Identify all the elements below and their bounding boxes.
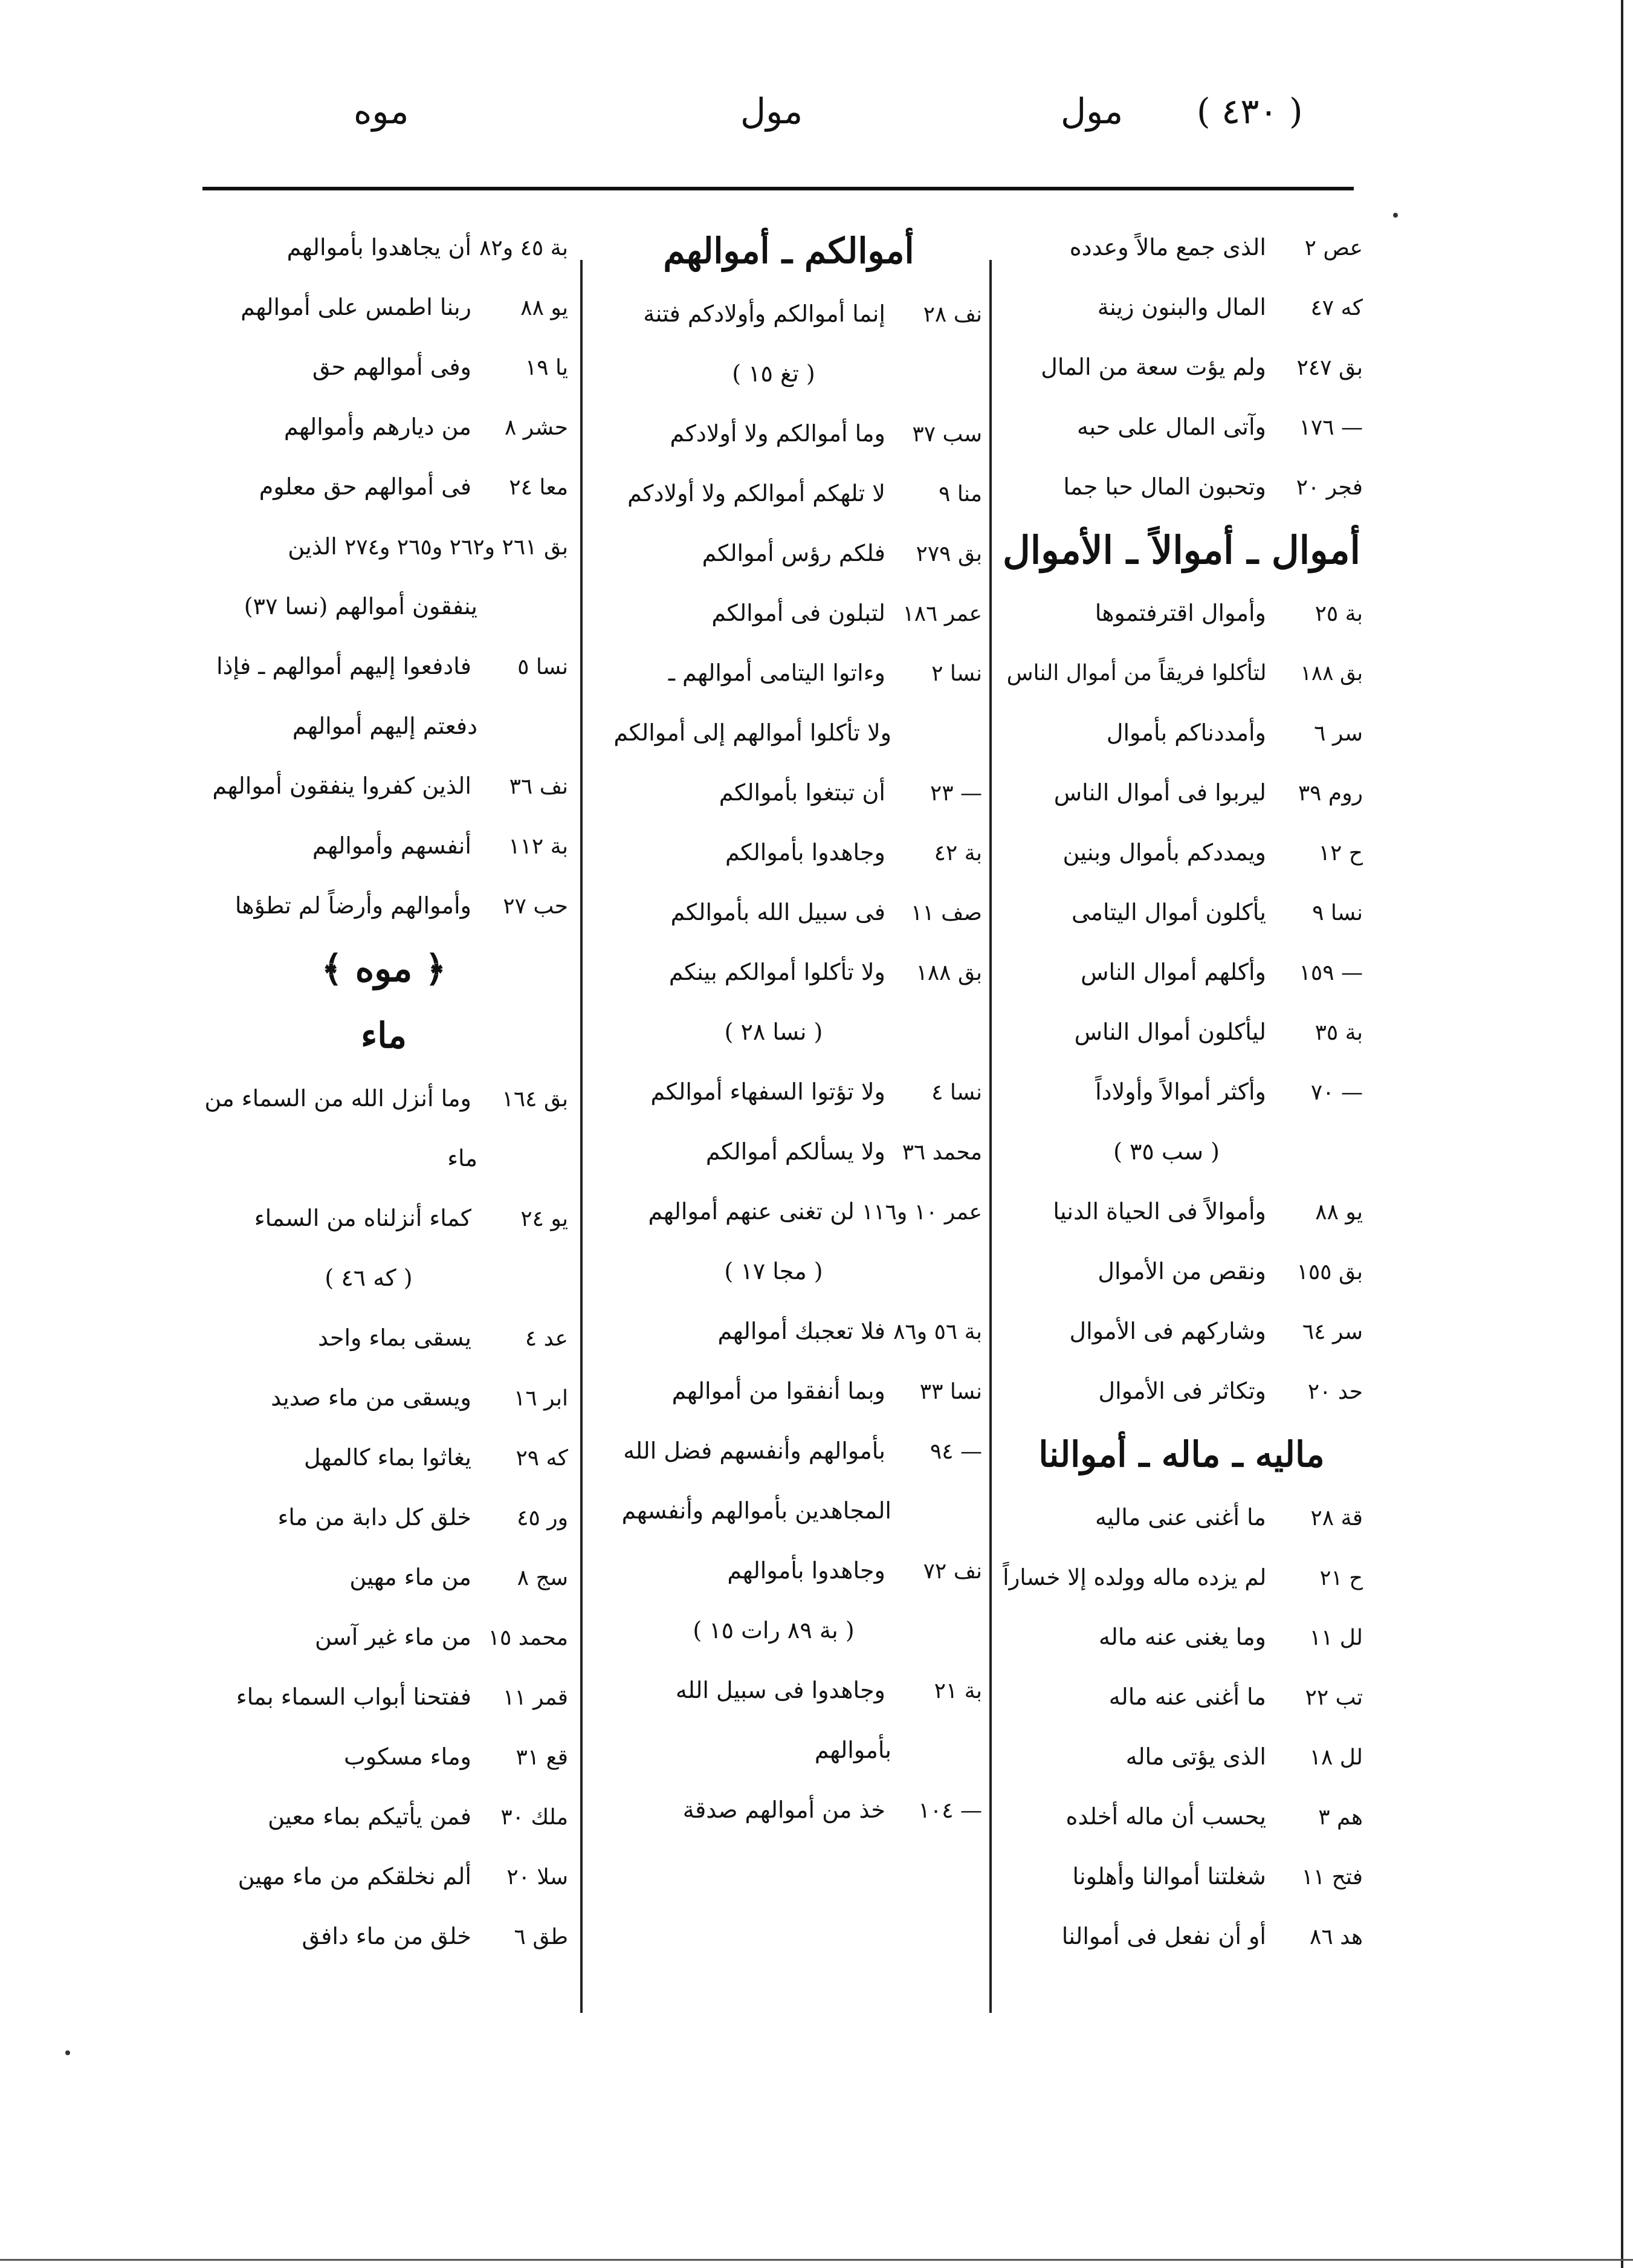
entry-row: [1000, 218, 1363, 277]
verse-reference: سر ٦٤: [1302, 1320, 1363, 1344]
verse-text: ألم نخلقكم من ماء مهين: [238, 1863, 471, 1890]
verse-reference: ور ٤٥: [517, 1506, 568, 1531]
verse-text: شغلتنا أموالنا وأهلونا: [1072, 1863, 1266, 1890]
entry-row: [595, 1122, 982, 1182]
verse-reference: — ١٧٦: [1299, 415, 1363, 440]
verse-reference: يو ٨٨: [520, 296, 568, 320]
entry-row: [1000, 1787, 1363, 1847]
verse-reference: بة ٢١: [934, 1679, 982, 1703]
verse-text: وآتى المال على حبه: [1076, 413, 1266, 440]
entry-row: [199, 1069, 568, 1129]
speck-mark: [65, 2050, 70, 2055]
entry-row: [595, 1421, 982, 1481]
verse-text: وماء مسكوب: [344, 1743, 471, 1770]
verse-reference: فتح ١١: [1301, 1865, 1363, 1890]
entry-heading: ماء: [360, 1015, 407, 1056]
entry-continuation: ( تغ ١٥ ): [732, 360, 815, 387]
verse-text: وما أموالكم ولا أولادكم: [670, 420, 885, 447]
verse-reference: روم ٣٩: [1298, 781, 1363, 806]
verse-text: ففتحنا أبواب السماء بماء: [236, 1683, 471, 1710]
entry-row: [1000, 703, 1363, 763]
entry-continuation: ( كه ٤٦ ): [325, 1265, 413, 1291]
verse-text: ونقص من الأموال: [1098, 1258, 1266, 1285]
entry-row: [1000, 1002, 1363, 1062]
entry-continuation: المجاهدين بأموالهم وأنفسهم: [621, 1497, 891, 1524]
verse-text: لتبلون فى أموالكم: [711, 600, 885, 626]
verse-text: وتحبون المال حبا جما: [1063, 473, 1266, 500]
verse-reference: عمر ١٨٦: [902, 601, 982, 626]
entry-row: [595, 583, 982, 643]
verse-reference: يو ٨٨: [1315, 1200, 1363, 1225]
entry-row: [199, 1727, 568, 1787]
verse-reference: تب ٢٢: [1305, 1685, 1363, 1710]
entry-row: [199, 637, 568, 696]
verse-text: وشاركهم فى الأموال: [1069, 1318, 1266, 1344]
verse-reference: — ١٠٤: [918, 1798, 982, 1823]
entry-row: [1000, 583, 1363, 643]
column-right: [1000, 218, 1363, 1966]
verse-text: فى أموالهم حق معلوم: [259, 473, 471, 500]
entry-row: [595, 823, 982, 883]
verse-text: خذ من أموالهم صدقة: [682, 1797, 885, 1823]
verse-text: خلق كل دابة من ماء: [277, 1504, 471, 1531]
verse-text: وأمددناكم بأموال: [1106, 719, 1266, 746]
verse-text: ما أغنى عنى ماليه: [1095, 1504, 1266, 1531]
verse-text: فلكم رؤس أموالكم: [702, 540, 885, 566]
entry-continuation: ينفقون أموالهم (نسا ٣٧): [244, 593, 477, 620]
verse-text: ولا يسألكم أموالكم: [705, 1138, 885, 1165]
verse-reference: حشر ٨: [504, 415, 568, 440]
verse-reference: — ١٥٩: [1299, 961, 1363, 985]
entry-row: [199, 1787, 568, 1847]
verse-text: الذى جمع مالاً وعدده: [1069, 234, 1266, 261]
verse-reference: بق ٢٦١ و٢٦٢ و٢٦٥ و٢٧٤: [344, 535, 568, 560]
verse-reference: — ٢٣: [930, 781, 982, 806]
entry-row: [199, 1547, 568, 1607]
entry-row: [595, 1780, 982, 1840]
verse-reference: كه ٤٧: [1310, 296, 1363, 320]
verse-reference: — ٩٤: [930, 1439, 982, 1464]
entry-row: [595, 942, 982, 1002]
page-number: ( ٤٣٠ ): [1197, 91, 1303, 132]
verse-reference: بة ٥٦ و٨٦: [893, 1320, 982, 1344]
entry-row: [199, 277, 568, 337]
verse-reference: صف ١١: [911, 901, 982, 925]
column-middle: [595, 218, 982, 1840]
verse-reference: معا ٢٤: [509, 475, 568, 500]
verse-reference: طق ٦: [514, 1925, 568, 1949]
entry-row: [1000, 1727, 1363, 1787]
entry-row: [595, 404, 982, 464]
verse-text: لن تغنى عنهم أموالهم: [648, 1198, 855, 1225]
entry-row: [199, 457, 568, 517]
entry-continuation: ( سب ٣٥ ): [1113, 1138, 1220, 1165]
entry-row: [199, 1308, 568, 1368]
header-rule: [202, 187, 1354, 190]
verse-text: ما أغنى عنه ماله: [1108, 1683, 1266, 1710]
entry-row: [1000, 1242, 1363, 1301]
entry-continuation: بأموالهم: [814, 1737, 891, 1763]
verse-text: المال والبنون زينة: [1097, 294, 1266, 320]
verse-text: ويمددكم بأموال وبنين: [1062, 839, 1266, 866]
verse-reference: هم ٣: [1318, 1805, 1363, 1830]
entry-row: [1000, 1182, 1363, 1242]
verse-reference: حد ٢٠: [1307, 1379, 1363, 1404]
verse-reference: يو ٢٤: [520, 1207, 568, 1231]
verse-reference: لل ١٨: [1309, 1745, 1363, 1770]
entry-row: [199, 218, 568, 277]
verse-text: الذى يؤتى ماله: [1125, 1743, 1266, 1770]
entry-row: [595, 883, 982, 942]
verse-text: وأموال اقترفتموها: [1095, 600, 1266, 626]
verse-reference: نسا ٥: [517, 655, 568, 679]
column-left: [199, 218, 568, 1966]
entry-row: [199, 1188, 568, 1248]
entry-row: [1000, 942, 1363, 1002]
verse-text: فمن يأتيكم بماء معين: [268, 1803, 471, 1830]
verse-reference: نسا ٣٣: [919, 1379, 982, 1404]
entry-heading: أموالكم ـ أموالهم: [663, 230, 914, 271]
entry-row: [199, 756, 568, 816]
verse-text: يغاثوا بماء كالمهل: [303, 1444, 471, 1471]
verse-reference: بق ١٥٥: [1296, 1260, 1363, 1285]
verse-reference: نف ٣٦: [509, 774, 568, 799]
verse-reference: قع ٣١: [516, 1745, 568, 1770]
entry-row: [1000, 1907, 1363, 1966]
verse-reference: ابر ١٦: [514, 1386, 568, 1411]
verse-text: وفى أموالهم حق: [312, 354, 471, 380]
verse-text: لا تلهكم أموالكم ولا أولادكم: [627, 480, 885, 507]
entry-heading: أموال ـ أموالاً ـ الأموال: [1003, 528, 1360, 572]
verse-reference: هد ٨٦: [1310, 1925, 1363, 1949]
verse-reference: محمد ٣٦: [902, 1140, 982, 1165]
verse-reference: نسا ٢: [931, 661, 982, 686]
entry-row: [199, 816, 568, 876]
entry-row: [199, 1428, 568, 1488]
verse-text: ولم يؤت سعة من المال: [1041, 354, 1266, 380]
verse-text: لم يزده ماله وولده إلا خساراً: [1003, 1564, 1267, 1590]
verse-text: وجاهدوا بأموالهم: [727, 1557, 885, 1584]
entry-row: [1000, 1847, 1363, 1907]
entry-continuation: ماء: [447, 1145, 477, 1171]
verse-reference: حب ٢٧: [503, 894, 568, 919]
verse-text: خلق من ماء دافق: [302, 1923, 471, 1949]
entry-row: [595, 1541, 982, 1601]
verse-reference: سر ٦: [1314, 721, 1363, 746]
entry-row: [595, 523, 982, 583]
entry-row: [1000, 1361, 1363, 1421]
entry-row: [1000, 763, 1363, 823]
verse-reference: بق ١٨٨: [1300, 661, 1363, 685]
verse-text: وأموالاً فى الحياة الدنيا: [1053, 1198, 1266, 1225]
verse-reference: عمر ١٠ و١١٦: [861, 1200, 982, 1225]
entry-row: [199, 517, 568, 577]
verse-text: فى سبيل الله بأموالكم: [670, 899, 885, 925]
entry-row: [595, 1062, 982, 1122]
entry-row: [1000, 457, 1363, 517]
verse-text: وتكاثر فى الأموال: [1098, 1378, 1266, 1404]
verse-text: ويسقى من ماء صديد: [271, 1384, 471, 1411]
entry-row: [199, 1907, 568, 1966]
entry-row: [595, 464, 982, 523]
verse-reference: محمد ١٥: [488, 1625, 568, 1650]
verse-text: الذين كفروا ينفقون أموالهم: [212, 773, 471, 799]
verse-reference: بة ٢٥: [1314, 601, 1363, 626]
verse-reference: بق ١٦٤: [502, 1087, 568, 1112]
verse-reference: بة ٣٥: [1314, 1020, 1363, 1045]
verse-reference: سج ٨: [517, 1566, 568, 1590]
verse-reference: بق ٢٤٧: [1296, 355, 1363, 380]
entry-row: [1000, 1547, 1363, 1607]
entry-row: [199, 876, 568, 936]
entry-row: [199, 1368, 568, 1428]
verse-text: بأموالهم وأنفسهم فضل الله: [623, 1437, 885, 1464]
verse-reference: نف ٢٨: [923, 302, 982, 327]
verse-reference: منا ٩: [939, 482, 982, 507]
verse-reference: فجر ٢٠: [1296, 475, 1363, 500]
verse-text: أن يجاهدوا بأموالهم: [286, 234, 471, 261]
entry-row: [1000, 277, 1363, 337]
entry-row: [199, 397, 568, 457]
entry-row: [199, 1847, 568, 1907]
entry-heading: ماليه ـ ماله ـ أموالنا: [1038, 1434, 1325, 1475]
header-root-left: موه: [354, 91, 409, 132]
verse-text: وجاهدوا بأموالكم: [725, 839, 885, 866]
entry-row: [199, 337, 568, 397]
verse-text: يسقى بماء واحد: [318, 1324, 471, 1351]
entry-row: [1000, 823, 1363, 883]
verse-reference: لل ١١: [1309, 1625, 1363, 1650]
verse-reference: بة ٤٢: [934, 841, 982, 866]
verse-text: وما أنزل الله من السماء من: [204, 1085, 471, 1112]
verse-reference: ح ١٢: [1318, 841, 1363, 866]
header-root-right: مول: [1061, 91, 1124, 132]
speck-mark: [1393, 213, 1398, 218]
entry-row: [595, 284, 982, 344]
verse-text: وما يغنى عنه ماله: [1098, 1624, 1266, 1650]
entry-row: [1000, 1062, 1363, 1122]
entry-continuation: دفعتم إليهم أموالهم: [292, 713, 477, 739]
verse-text: يحسب أن ماله أخلده: [1065, 1803, 1266, 1830]
verse-text: وأكلهم أموال الناس: [1081, 959, 1266, 985]
verse-text: وبما أنفقوا من أموالهم: [671, 1378, 885, 1404]
verse-text: أو أن نفعل فى أموالنا: [1061, 1923, 1266, 1949]
entry-row: [595, 1301, 982, 1361]
column-divider-left: [580, 260, 583, 2013]
verse-text: أن تبتغوا بأموالكم: [719, 779, 885, 806]
entry-row: [199, 1607, 568, 1667]
entry-row: [199, 1667, 568, 1727]
verse-reference: بة ٤٥ و٨٢: [479, 236, 568, 261]
verse-text: كماء أنزلناه من السماء: [254, 1205, 471, 1231]
verse-text: ليربوا فى أموال الناس: [1053, 779, 1266, 806]
entry-continuation: ( نسا ٢٨ ): [724, 1019, 823, 1045]
verse-text: ولا تأكلوا أموالكم بينكم: [668, 959, 885, 985]
entry-row: [1000, 1607, 1363, 1667]
entry-heading: ﴿ موه ﴾: [321, 948, 447, 990]
verse-text: ليأكلون أموال الناس: [1074, 1019, 1266, 1045]
verse-text: الذين: [288, 533, 337, 560]
verse-text: ولا تؤتوا السفهاء أموالكم: [650, 1078, 885, 1105]
entry-row: [1000, 1667, 1363, 1727]
entry-row: [595, 1182, 982, 1242]
verse-text: فلا تعجبك أموالهم: [717, 1318, 885, 1344]
verse-text: وجاهدوا فى سبيل الله: [675, 1677, 885, 1703]
verse-reference: ملك ٣٠: [500, 1805, 568, 1830]
verse-text: يأكلون أموال اليتامى: [1072, 899, 1266, 925]
entry-row: [1000, 1301, 1363, 1361]
entry-row: [595, 1660, 982, 1720]
verse-reference: نف ٧٢: [923, 1559, 982, 1584]
verse-reference: قة ٢٨: [1310, 1506, 1363, 1531]
column-divider-right: [989, 260, 992, 2013]
verse-reference: كه ٢٩: [516, 1446, 568, 1471]
verse-reference: سب ٣٧: [912, 422, 982, 447]
verse-reference: عص ٢: [1304, 236, 1363, 261]
verse-reference: بة ١١٢: [508, 834, 568, 859]
verse-text: وأموالهم وأرضاً لم تطؤها: [234, 892, 471, 919]
entry-row: [595, 763, 982, 823]
header-root-middle: مول: [740, 91, 803, 132]
verse-text: إنما أموالكم وأولادكم فتنة: [643, 300, 885, 327]
verse-text: ربنا اطمس على أموالهم: [241, 294, 471, 320]
verse-text: وأكثر أموالاً وأولاداً: [1095, 1078, 1266, 1105]
entry-row: [199, 1488, 568, 1547]
entry-continuation: ( مجا ١٧ ): [724, 1258, 823, 1285]
page-border-right: [1621, 0, 1623, 2268]
entry-row: [595, 643, 982, 703]
entry-continuation: ( بة ٨٩ رات ١٥ ): [693, 1617, 855, 1644]
verse-text: لتأكلوا فريقاً من أموال الناس: [1006, 661, 1267, 685]
verse-reference: قمر ١١: [503, 1685, 568, 1710]
verse-reference: سلا ٢٠: [506, 1865, 568, 1890]
entry-row: [595, 1361, 982, 1421]
entry-row: [1000, 883, 1363, 942]
verse-text: فادفعوا إليهم أموالهم ـ فإذا: [216, 653, 471, 679]
verse-reference: ح ٢١: [1319, 1566, 1363, 1590]
entry-row: [1000, 1488, 1363, 1547]
verse-reference: بق ١٨٨: [916, 961, 982, 985]
verse-text: من ديارهم وأموالهم: [283, 413, 471, 440]
page-border-bottom: [0, 2259, 1633, 2261]
entry-row: [1000, 643, 1363, 703]
verse-reference: — ٧٠: [1310, 1080, 1363, 1105]
verse-text: من ماء غير آسن: [314, 1624, 471, 1650]
verse-text: أنفسهم وأموالهم: [312, 832, 471, 859]
verse-reference: نسا ٩: [1312, 901, 1363, 925]
entry-row: [1000, 397, 1363, 457]
entry-row: [1000, 337, 1363, 397]
verse-reference: عد ٤: [525, 1326, 568, 1351]
verse-text: من ماء مهين: [349, 1564, 471, 1590]
entry-continuation: ولا تأكلوا أموالهم إلى أموالكم: [613, 719, 891, 746]
verse-reference: بق ٢٧٩: [916, 542, 982, 566]
verse-text: وءاتوا اليتامى أموالهم ـ: [668, 659, 885, 686]
verse-reference: نسا ٤: [931, 1080, 982, 1105]
verse-reference: يا ١٩: [525, 355, 568, 380]
